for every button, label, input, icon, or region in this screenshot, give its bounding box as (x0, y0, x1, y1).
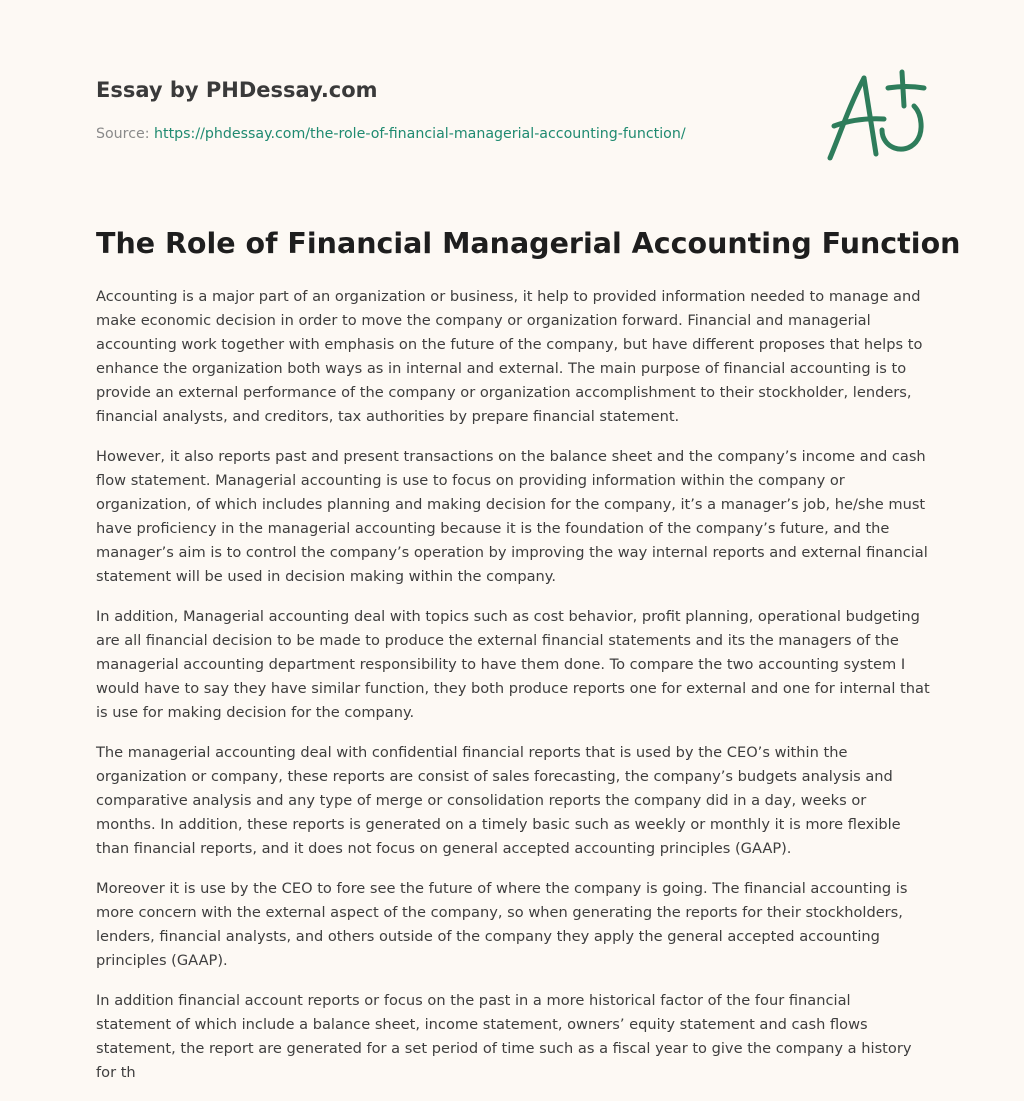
essay-paragraph: In addition, Managerial accounting deal with topics such as cost behavior, profit planning, operational budgeting are all financial decision to be made to produce the external financial statements and its the managers of the managerial accounting department responsibility to have them done. To compare the two accounting system I would have to say they have similar function, they both produce reports one for external and one for internal that is use for making decision for the company. (96, 608, 930, 721)
source-line (96, 124, 796, 144)
page-header (96, 76, 796, 144)
essay-paragraph: The managerial accounting deal with confidential financial reports that is used by the CEO’s within the organization or company, these reports are consist of sales forecasting, the company’s budgets analysis and comparative analysis and any type of merge or consolidation reports the company did in a day, weeks or months. In addition, these reports is generated on a timely basic such as weekly or monthly it is more flexible than financial reports, and it does not focus on general accepted accounting principles (GAAP). (96, 744, 901, 857)
essay-title: The Role of Financial Managerial Accounting Function (96, 227, 961, 260)
a-plus-logo-graphic (820, 64, 930, 164)
a-plus-grade-icon (820, 64, 930, 164)
source-label: Source: (96, 126, 155, 142)
essay-paragraph: Moreover it is use by the CEO to fore see the future of where the company is going. The financial accounting is more concern with the external aspect of the company, so when generating the reports for their stockholders, lenders, financial analysts, and others outside of the company they apply the general accepted accounting principles (GAAP). (96, 880, 908, 969)
essay-paragraph: In addition financial account reports or focus on the past in a more historical factor of the four financial statement of which include a balance sheet, income statement, owners’ equity statement and cash flows statement, the report are generated for a set period of time such as a fiscal year to give the company a history for th (96, 992, 912, 1081)
source-link[interactable]: https://phdessay.com/the-role-of-financial-managerial-accounting-function/ (154, 126, 686, 142)
essay-paragraph: Accounting is a major part of an organization or business, it help to provided information needed to manage and make economic decision in order to move the company or organization forward. Financial and managerial accounting work together with emphasis on the future of the company, but have different proposes that helps to enhance the organization both ways as in internal and external. The main purpose of financial accounting is to provide an external performance of the company or organization accomplishment to their stockholder, lenders, financial analysts, and creditors, tax authorities by prepare financial statement. (96, 288, 923, 425)
essay-paragraph: However, it also reports past and present transactions on the balance sheet and the company’s income and cash flow statement. Managerial accounting is use to focus on providing information within the company or organization, of which includes planning and making decision for the company, it’s a manager’s job, he/she must have proficiency in the managerial accounting because it is the foundation of the company’s future, and the manager’s aim is to control the company’s operation by improving the way internal reports and external financial statement will be used in decision making within the company. (96, 448, 928, 585)
site-brand: Essay by PHDessay.com (96, 78, 378, 102)
essay-body (96, 285, 930, 1101)
